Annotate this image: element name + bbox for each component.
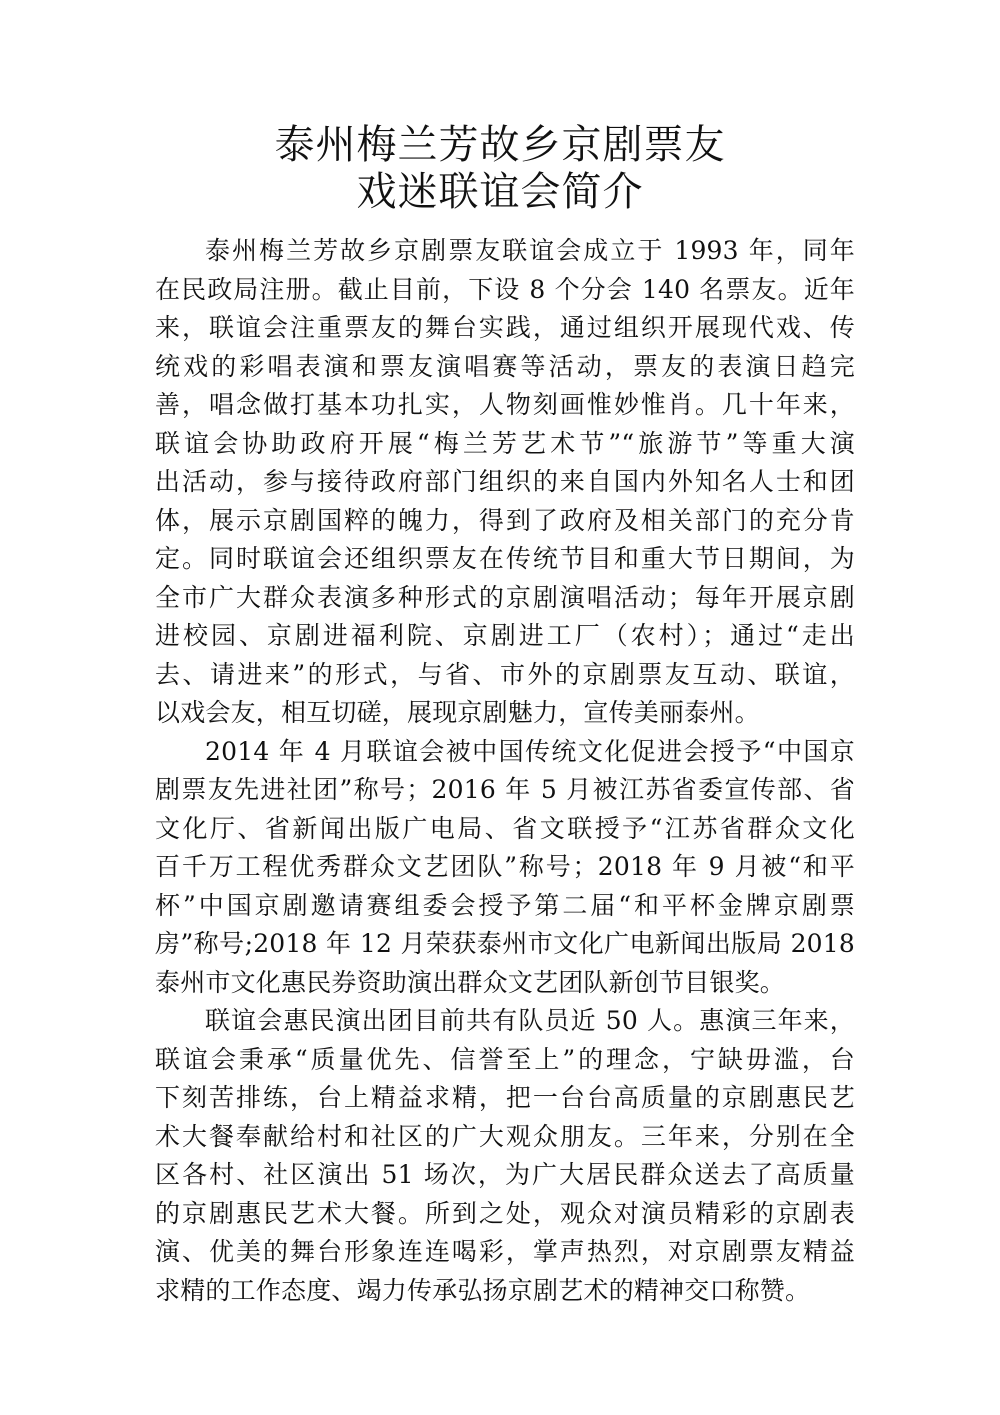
paragraph-3-line: 求精的工作态度、竭力传承弘扬京剧艺术的精神交口称赞。 <box>155 1275 811 1305</box>
paragraph-3-line: 联谊会秉承“质量优先、信誉至上”的理念，宁缺毋滥，台 <box>155 1044 855 1074</box>
paragraph-3-line: 的京剧惠民艺术大餐。所到之处，观众对演员精彩的京剧表 <box>155 1198 855 1228</box>
paragraph-1-line: 联谊会协助政府开展“梅兰芳艺术节”“旅游节”等重大演 <box>155 428 855 458</box>
paragraph-3-line: 联谊会惠民演出团目前共有队员近 50 人。惠演三年来， <box>205 1006 855 1035</box>
paragraph-2-line: 房”称号;2018 年 12 月荣获泰州市文化广电新闻出版局 2018 <box>155 929 855 958</box>
paragraph-2-line: 文化厅、省新闻出版广电局、省文联授予“江苏省群众文化 <box>155 813 855 843</box>
paragraph-1-line: 统戏的彩唱表演和票友演唱赛等活动，票友的表演日趋完 <box>155 351 855 381</box>
paragraph-3-line: 下刻苦排练，台上精益求精，把一台台高质量的京剧惠民艺 <box>155 1083 855 1112</box>
paragraph-2-line: 剧票友先进社团”称号；2016 年 5 月被江苏省委宣传部、省 <box>155 775 855 804</box>
paragraph-1-line: 以戏会友，相互切磋，展现京剧魅力，宣传美丽泰州。 <box>155 698 760 727</box>
paragraph-1-line: 全市广大群众表演多种形式的京剧演唱活动；每年开展京剧 <box>155 582 855 612</box>
paragraph-3-line: 演、优美的舞台形象连连喝彩，掌声热烈，对京剧票友精益 <box>155 1237 855 1266</box>
paragraph-3-line: 区各村、社区演出 51 场次，为广大居民群众送去了高质量 <box>155 1160 855 1189</box>
paragraph-2-line: 泰州市文化惠民券资助演出群众文艺团队新创节目银奖。 <box>155 967 786 997</box>
document-title-line-2: 戏迷联谊会简介 <box>356 169 644 215</box>
paragraph-1-line: 泰州梅兰芳故乡京剧票友联谊会成立于 1993 年，同年 <box>205 236 855 265</box>
paragraph-2-line: 百千万工程优秀群众文艺团队”称号；2018 年 9 月被“和平 <box>155 852 855 881</box>
paragraph-1-line: 出活动，参与接待政府部门组织的来自国内外知名人士和团 <box>155 467 855 496</box>
paragraph-1-line: 去、请进来”的形式，与省、市外的京剧票友互动、联谊， <box>155 659 855 689</box>
paragraph-3-line: 术大餐奉献给村和社区的广大观众朋友。三年来，分别在全 <box>155 1121 855 1151</box>
document-body <box>155 232 855 1310</box>
paragraph-1-line: 在民政局注册。截止目前，下设 8 个分会 140 名票友。近年 <box>155 274 855 304</box>
paragraph-1-line: 善，唱念做打基本功扎实，人物刻画惟妙惟肖。几十年来， <box>155 390 855 419</box>
paragraph-2-line: 杯”中国京剧邀请赛组委会授予第二届“和平杯金牌京剧票 <box>155 890 855 920</box>
paragraph-1-line: 体，展示京剧国粹的魄力，得到了政府及相关部门的充分肯 <box>155 505 855 535</box>
paragraph-2-line: 2014 年 4 月联谊会被中国传统文化促进会授予“中国京 <box>205 736 855 766</box>
paragraph-1-line: 来，联谊会注重票友的舞台实践，通过组织开展现代戏、传 <box>155 313 855 342</box>
paragraph-1-line: 定。同时联谊会还组织票友在传统节目和重大节日期间，为 <box>155 544 855 573</box>
paragraph-1-line: 进校园、京剧进福利院、京剧进工厂（农村）；通过“走出 <box>155 621 855 650</box>
document-title-line-1: 泰州梅兰芳故乡京剧票友 <box>274 122 726 168</box>
